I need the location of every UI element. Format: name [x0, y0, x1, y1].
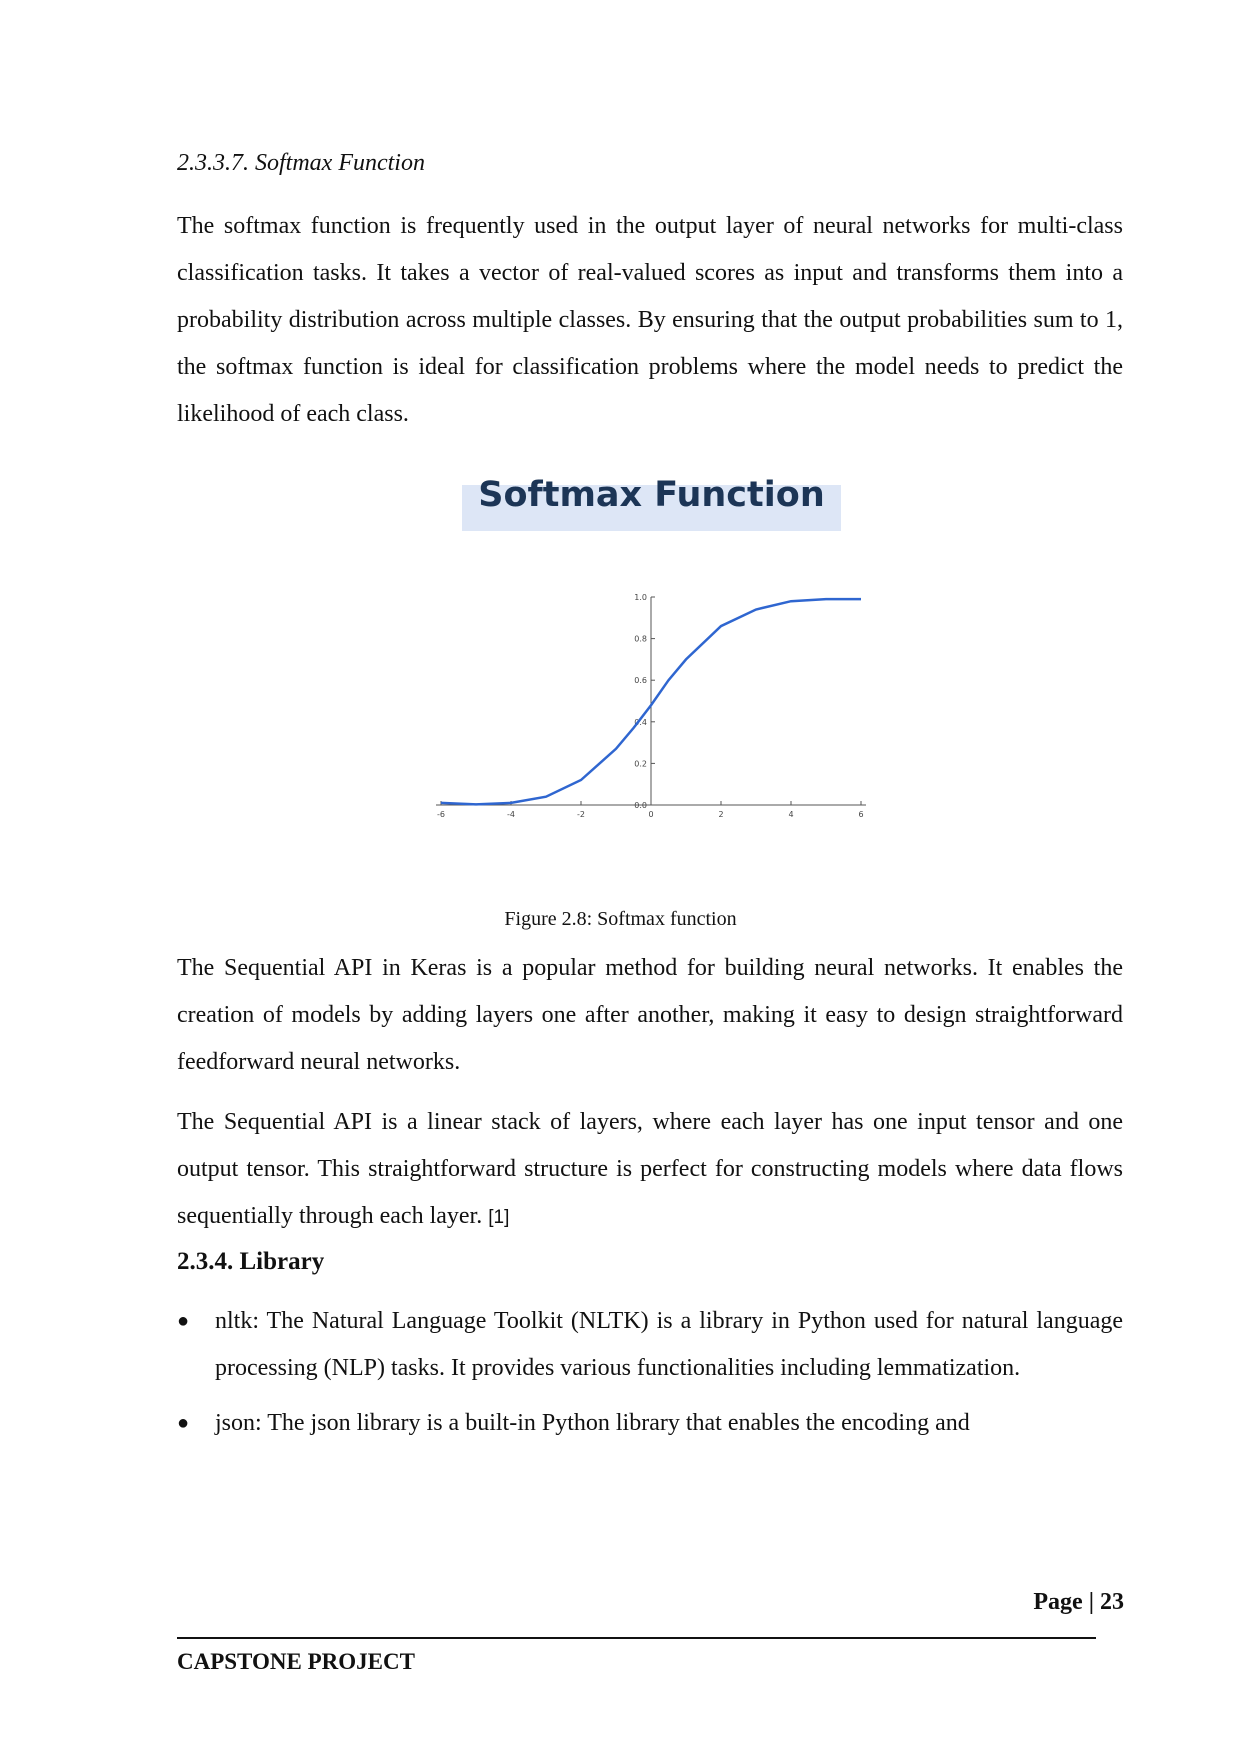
project-label: CAPSTONE PROJECT	[177, 1649, 415, 1674]
y-tick-label: 0.4	[634, 717, 647, 727]
list-item-text: nltk: The Natural Language Toolkit (NLTK) is a library in Python used for natural language processing (NLP) tasks. It provides various functionalities including lemmatization.	[215, 1308, 1123, 1381]
y-tick-group	[634, 593, 655, 810]
page-number: Page | 23	[1033, 1589, 1124, 1615]
paragraph-text: The Sequential API is a linear stack of layers, where each layer has one input tensor and one output tensor. This straightforward structure is perfect for constructing models where data flows sequentially through each layer.	[177, 1109, 1123, 1229]
bullet-dot-icon: ●	[177, 1412, 190, 1434]
subsection-title: 2.3.3.7. Softmax Function	[177, 150, 425, 176]
sequential-api-paragraph: The Sequential API in Keras is a popular method for building neural networks. It enables the creation of models by adding layers one after another, making it easy to design straightforward feedforward neural networks.	[177, 955, 1123, 1075]
softmax-chart	[436, 585, 876, 830]
y-tick-label: 0.0	[634, 801, 647, 810]
list-item	[177, 1400, 1123, 1447]
x-tick-label: 6	[858, 810, 864, 819]
x-tick-label: 4	[788, 810, 794, 819]
sequential-structure-paragraph	[177, 1099, 1123, 1241]
citation: [1]	[488, 1207, 510, 1228]
x-tick-label: -2	[577, 810, 585, 819]
intro-paragraph: The softmax function is frequently used in the output layer of neural networks for multi-class classification tasks. It takes a vector of real-valued scores as input and transforms them into a probability distribution across multiple classes. By ensuring that the output probabilities sum to 1, the softmax function is ideal for classification problems where the model needs to predict the likelihood of each class.	[177, 213, 1123, 427]
x-tick-label: 2	[718, 810, 724, 819]
y-tick-label: 0.2	[634, 759, 647, 769]
list-item	[177, 1298, 1123, 1392]
footer-divider	[177, 1637, 1096, 1639]
x-tick-label: -6	[437, 810, 445, 819]
y-tick-label: 1.0	[634, 593, 647, 602]
y-tick-label: 0.8	[634, 634, 647, 644]
x-tick-label: 0	[648, 810, 654, 819]
library-list	[177, 1298, 1123, 1455]
library-heading: 2.3.4. Library	[177, 1248, 325, 1275]
y-tick-label: 0.6	[634, 676, 647, 686]
list-item-text: json: The json library is a built-in Python library that enables the encoding and	[215, 1410, 970, 1436]
figure-title: Softmax Function	[478, 475, 825, 515]
x-tick-label: -4	[507, 810, 515, 819]
figure-caption: Figure 2.8: Softmax function	[504, 908, 737, 930]
bullet-dot-icon: ●	[177, 1310, 190, 1332]
